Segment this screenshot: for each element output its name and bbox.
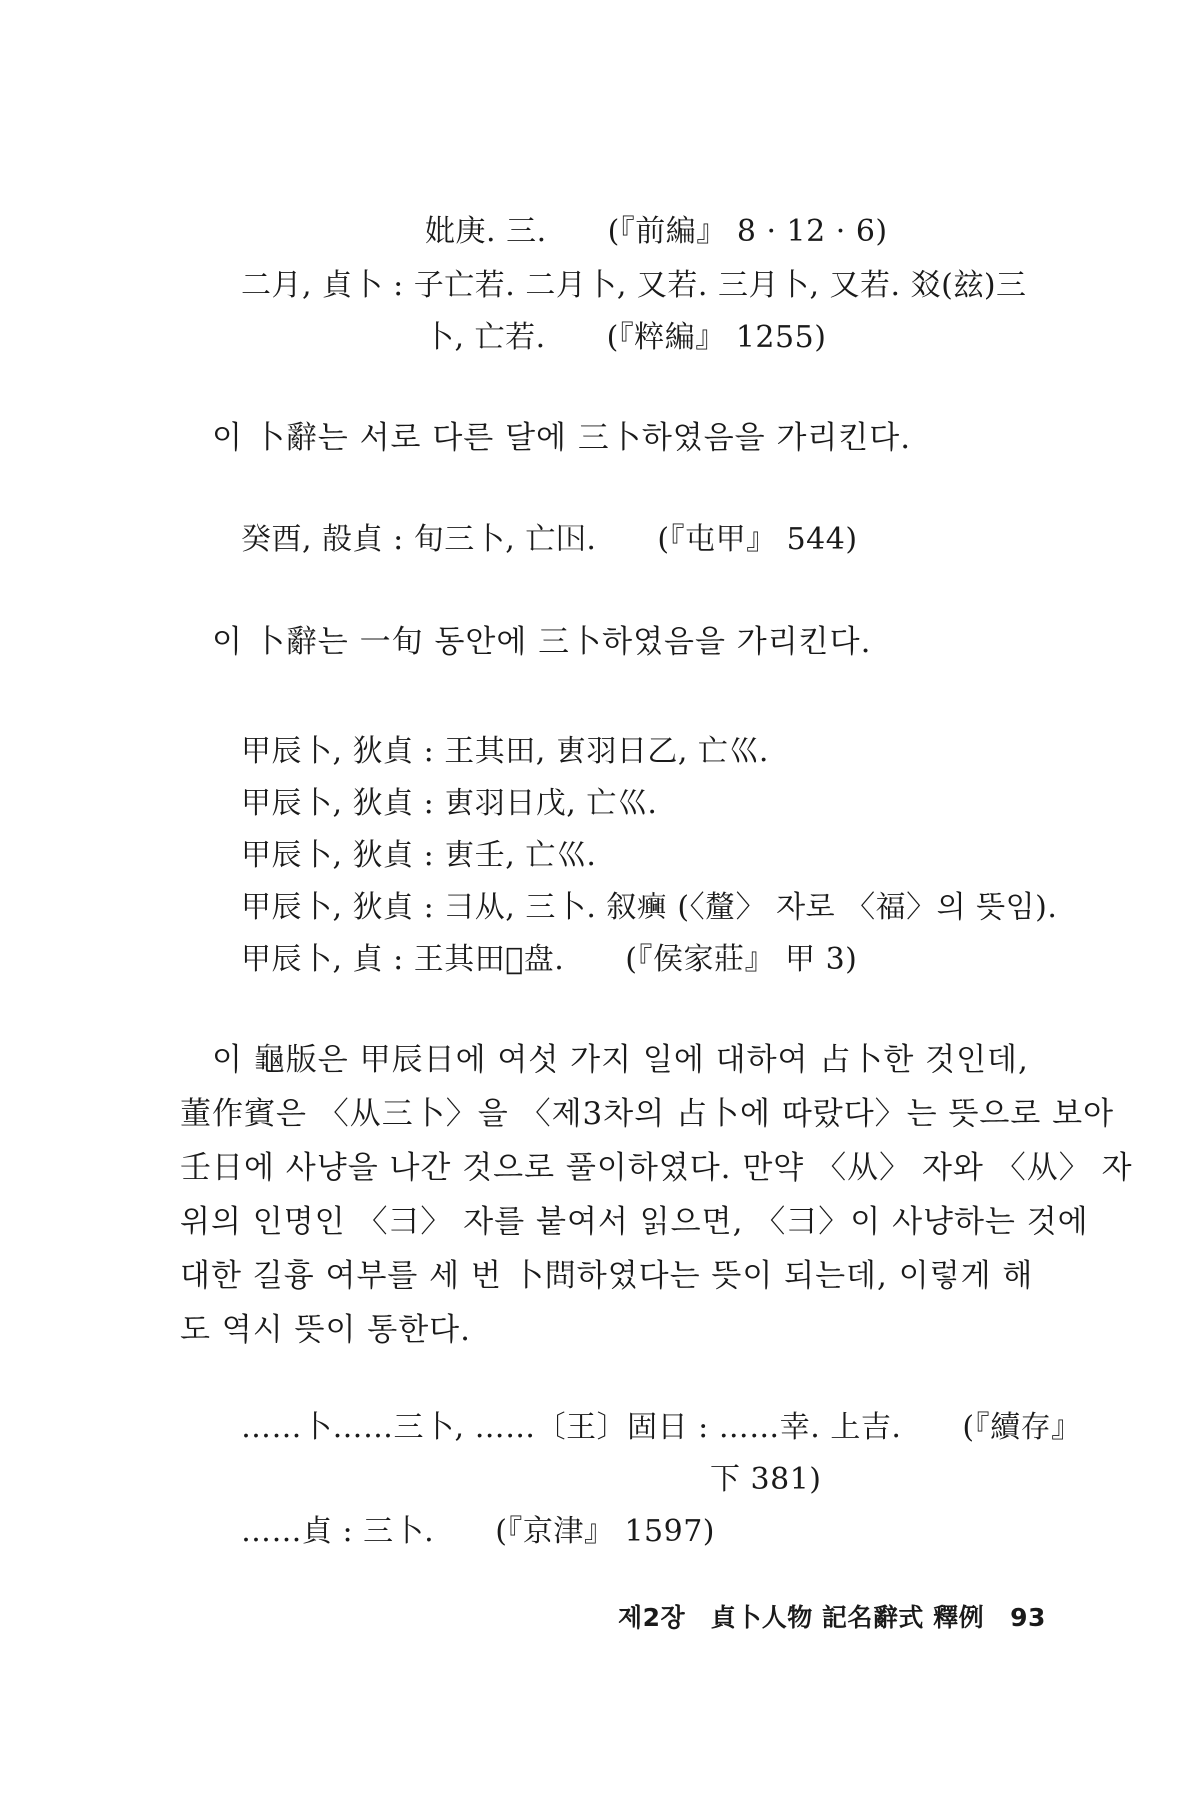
body-paragraph-line: 董作賓은 〈从三卜〉을 〈제3차의 占卜에 따랐다〉는 뜻으로 보아 (180, 1096, 1115, 1132)
inscription-line: 下 381) (710, 1462, 822, 1497)
inscription-line: 甲辰卜, 狄貞 : 彐从, 三卜. 叙𤼈 (〈釐〉 자로 〈福〉의 뜻임). (241, 890, 1058, 925)
inscription-line: 甲辰卜, 狄貞 : 王其田, 叀羽日乙, 亡巛. (241, 734, 769, 769)
body-paragraph-line: 이 龜版은 甲辰日에 여섯 가지 일에 대하여 占卜한 것인데, (212, 1042, 1029, 1078)
inscription-line: ……貞 : 三卜. (『京津』 1597) (241, 1514, 716, 1549)
inscription-line: 甲辰卜, 狄貞 : 叀羽日戊, 亡巛. (241, 786, 658, 821)
inscription-line: 甲辰卜, 狄貞 : 叀壬, 亡巛. (241, 838, 597, 873)
inscription-line: 甲辰卜, 貞 : 王其田𨼳盘. (『侯家莊』 甲 3) (241, 942, 858, 977)
body-paragraph-line: 壬日에 사냥을 나간 것으로 풀이하였다. 만약 〈从〉 자와 〈从〉 자 (180, 1150, 1133, 1186)
inscription-line: ……卜……三卜, ……〔王〕固日 : ……幸. 上吉. (『續存』 (241, 1410, 1082, 1445)
body-paragraph-line: 대한 길흉 여부를 세 번 卜問하였다는 뜻이 되는데, 이렇게 해 (180, 1258, 1034, 1294)
inscription-line: 二月, 貞卜 : 子亡若. 二月卜, 又若. 三月卜, 又若. 㸚(玆)三 (241, 268, 1027, 303)
page-footer (618, 1598, 1046, 1634)
body-paragraph-line: 도 역시 뜻이 통한다. (180, 1312, 471, 1348)
inscription-line: 卜, 亡若. (『粹編』 1255) (424, 320, 827, 355)
body-paragraph: 이 卜辭는 一旬 동안에 三卜하였음을 가리킨다. (212, 624, 872, 660)
body-paragraph-line: 위의 인명인 〈彐〉 자를 붙여서 읽으면, 〈彐〉이 사냥하는 것에 (180, 1204, 1089, 1240)
inscription-line: 妣庚. 三. (『前編』 8 · 12 · 6) (425, 214, 888, 249)
body-paragraph: 이 卜辭는 서로 다른 달에 三卜하였음을 가리킨다. (212, 420, 912, 456)
page-number: 93 (1010, 1603, 1046, 1632)
running-title: 제2장 貞卜人物 記名辭式 釋例 (618, 1603, 985, 1632)
inscription-line: 癸酉, 㱿貞 : 旬三卜, 亡𡆥. (『屯甲』 544) (241, 522, 858, 557)
